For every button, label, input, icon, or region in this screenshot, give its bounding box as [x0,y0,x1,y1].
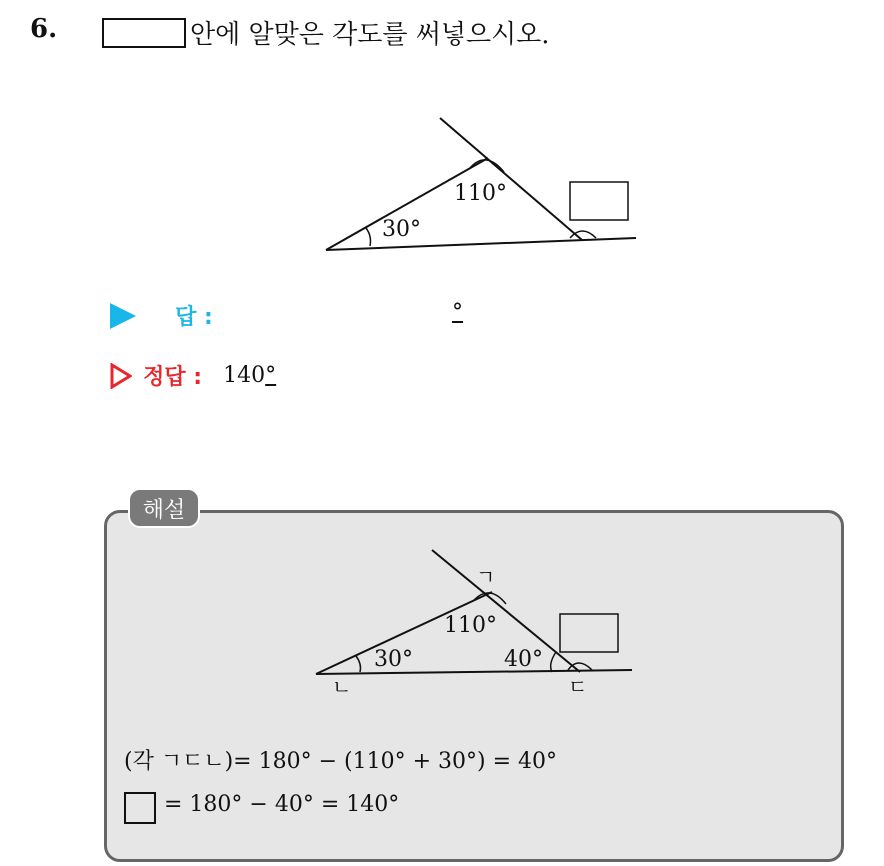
right-side-extended [440,118,582,240]
explanation-line-1: (각 ㄱㄷㄴ)= 180° − (110° + 30°) = 40° [124,749,557,774]
angle-label-right: 40° [504,647,543,672]
explanation-line-2: = 180° − 40° = 140° [164,792,400,817]
question-number: 6. [30,14,58,44]
question-blank-box [102,18,186,48]
base-line [326,238,636,250]
answer-box [560,614,618,652]
angle-arc-left [366,228,371,246]
explanation-tab: 해설 [128,488,200,528]
correct-answer-unit: ° [265,363,277,388]
correct-answer-row [110,360,276,391]
angle-arc-left [356,656,361,672]
answer-row [110,300,213,331]
vertex-label-right: ㄷ [568,675,588,699]
answer-label: 답 : [175,305,213,330]
angle-label-left: 30° [374,647,413,672]
correct-answer-number: 140 [223,363,266,388]
explanation-answer-box [124,792,156,824]
answer-unit[interactable]: ° [452,300,463,325]
angle-label-top: 110° [444,613,497,638]
triangle-figure [320,110,640,260]
triangle-outline-icon [110,363,132,389]
angle-label-left: 30° [382,217,421,242]
correct-answer-value [223,363,276,388]
question-text: 안에 알맞은 각도를 써넣으시오. [190,20,550,50]
vertex-label-top: ㄱ [476,565,496,589]
angle-label-top: 110° [454,181,507,206]
angle-arc-right [551,652,556,672]
explanation-figure [310,540,640,700]
base-line [316,670,632,674]
correct-answer-label: 정답 : [143,365,203,390]
answer-box [570,182,628,220]
triangle-marker-icon [110,303,136,329]
vertex-label-left: ㄴ [332,675,352,699]
